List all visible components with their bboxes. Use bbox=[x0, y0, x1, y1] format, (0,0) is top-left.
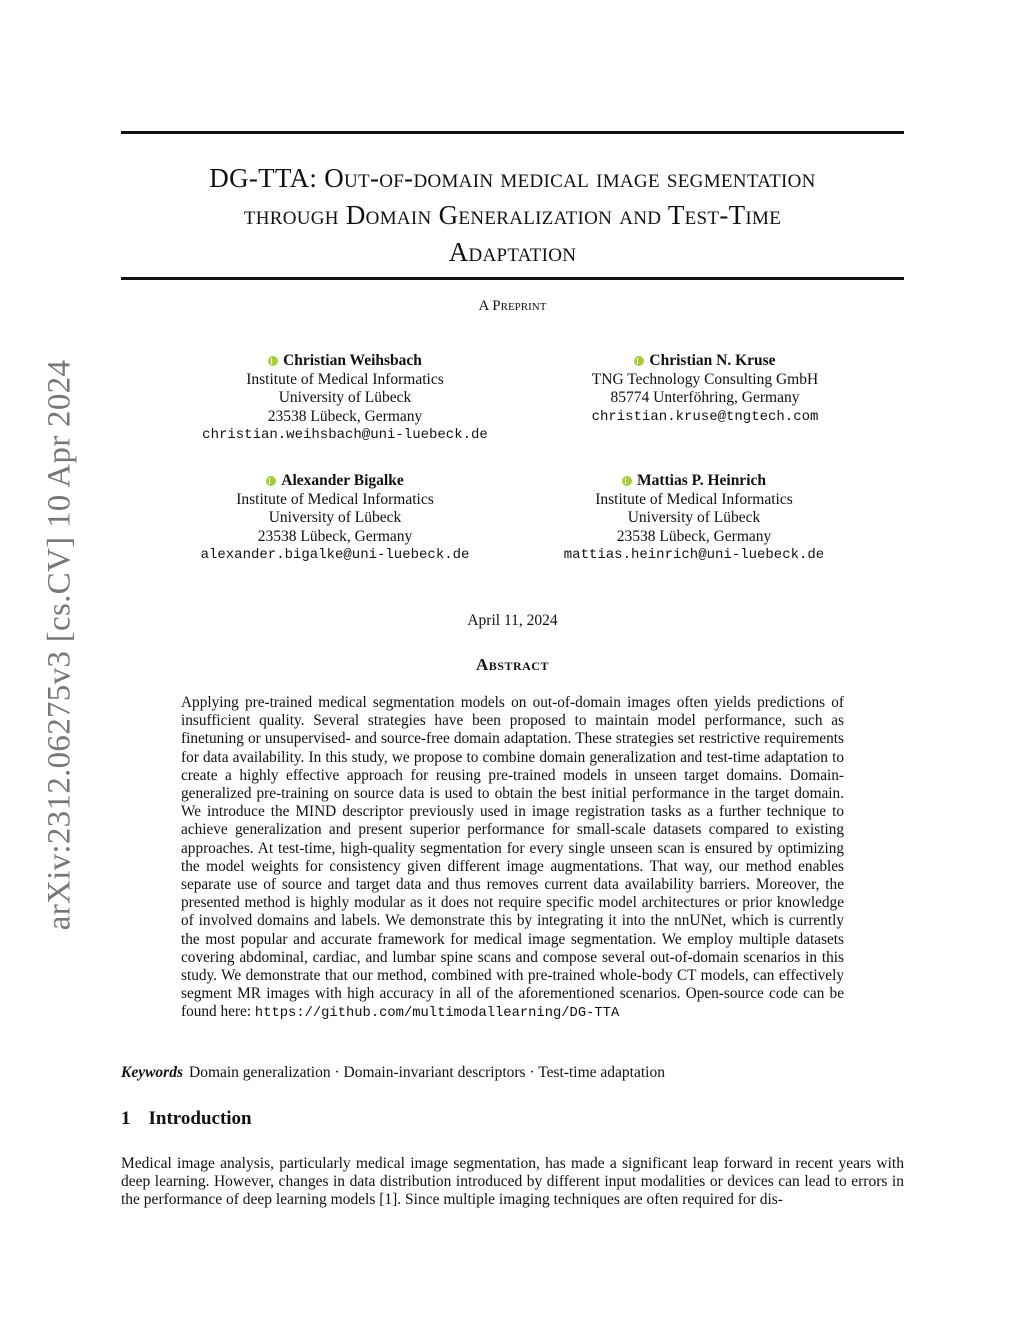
author-name: Christian N. Kruse bbox=[649, 352, 776, 369]
title-top-rule bbox=[121, 131, 904, 134]
title-line-1: DG-TTA: Out-of-domain medical image segmentation bbox=[209, 163, 816, 193]
preprint-label: A Preprint bbox=[478, 298, 547, 314]
abstract-body: Applying pre-trained medical segmentation models on out-of-domain images often yields predictions of insufficient quality. Several strategies have been proposed to maintain model performance, such as finetuning or unsupervised- and source-free domain adaptation. These strategies set restrictive requirements for data availability. In this study, we propose to combine domain generalization and test-time adaptation to create a highly effective approach for reusing pre-trained models in unseen target domains. Domain-generalized pre-training on source data is used to obtain the best initial performance in the target domain. We introduce the MIND descriptor previously used in image registration tasks as a further technique to achieve generalization and present superior performance for small-scale datasets compared to existing approaches. At test-time, high-quality segmentation for every single unseen scan is ensured by optimizing the model weights for consistency given different image augmentations. That way, our method enables separate use of source and target data and thus removes current data availability barriers. Moreover, the presented method is highly modular as it does not require specific model architectures or prior knowledge of involved domains and labels. We demonstrate this by integrating it into the nnUNet, which is currently the most popular and accurate framework for medical image segmentation. We employ multiple datasets covering abdominal, cardiac, and lumbar spine scans and compose several out-of-domain scenarios in this study. We demonstrate that our method, combined with pre-trained whole-body CT models, can effectively segment MR images with high accuracy in all of the aforementioned scenarios. Open-source code can be found here: bbox=[181, 694, 844, 1021]
author-address: 85774 Unterföhring, Germany bbox=[610, 389, 800, 406]
abstract-heading: Abstract bbox=[476, 655, 549, 674]
intro-paragraph: Medical image analysis, particularly medical image segmentation, has made a significant leap forward in recent years with deep learning. However, changes in data distribution introduced by different input modalities or devices can lead to errors in the performance of deep learning models [1]. Since multiple imaging techniques are often required for dis- bbox=[121, 1155, 904, 1209]
title-bottom-rule bbox=[121, 277, 904, 280]
keywords-label: Keywords bbox=[121, 1064, 183, 1081]
author-email[interactable]: alexander.bigalke@uni-luebeck.de bbox=[200, 547, 470, 563]
author-name: Christian Weihsbach bbox=[283, 352, 422, 369]
author-email[interactable]: christian.weihsbach@uni-luebeck.de bbox=[202, 427, 488, 443]
author-address: 23538 Lübeck, Germany bbox=[267, 407, 423, 425]
author-block bbox=[519, 472, 869, 565]
author-block bbox=[170, 352, 520, 445]
section-heading bbox=[121, 1108, 252, 1130]
paper-title bbox=[121, 160, 904, 271]
section-title: Introduction bbox=[148, 1108, 252, 1129]
orcid-icon[interactable] bbox=[622, 476, 632, 486]
author-university: University of Lübeck bbox=[278, 389, 412, 406]
keywords-list: Domain generalization · Domain-invariant descriptors · Test-time adaptation bbox=[189, 1064, 665, 1081]
title-line-2: through Domain Generalization and Test-Time bbox=[243, 200, 782, 230]
author-name: Mattias P. Heinrich bbox=[636, 472, 766, 489]
author-name: Alexander Bigalke bbox=[281, 472, 404, 489]
author-block bbox=[160, 472, 510, 565]
author-affiliation: Institute of Medical Informatics bbox=[236, 490, 434, 508]
code-link[interactable]: https://github.com/multimodallearning/DG-TTA bbox=[254, 1006, 620, 1022]
arxiv-sidebar-id: arXiv:2312.06275v3 [cs.CV] 10 Apr 2024 bbox=[41, 359, 78, 931]
author-email[interactable]: christian.kruse@tngtech.com bbox=[591, 408, 819, 425]
author-address: 23538 Lübeck, Germany bbox=[257, 527, 413, 545]
author-university: University of Lübeck bbox=[627, 509, 761, 526]
publication-date: April 11, 2024 bbox=[467, 612, 558, 629]
author-block bbox=[530, 352, 880, 426]
orcid-icon[interactable] bbox=[266, 476, 276, 486]
keywords-line bbox=[121, 1064, 904, 1082]
orcid-icon[interactable] bbox=[634, 356, 644, 366]
author-affiliation: Institute of Medical Informatics bbox=[595, 490, 793, 508]
section-number: 1 bbox=[121, 1108, 131, 1129]
author-email[interactable]: mattias.heinrich@uni-luebeck.de bbox=[563, 547, 825, 563]
orcid-icon[interactable] bbox=[268, 356, 278, 366]
author-university: University of Lübeck bbox=[268, 509, 402, 526]
author-affiliation: TNG Technology Consulting GmbH bbox=[591, 370, 819, 388]
author-affiliation: Institute of Medical Informatics bbox=[246, 370, 444, 388]
title-line-3: Adaptation bbox=[448, 237, 577, 267]
author-address: 23538 Lübeck, Germany bbox=[616, 527, 772, 545]
abstract-text bbox=[181, 694, 844, 1024]
